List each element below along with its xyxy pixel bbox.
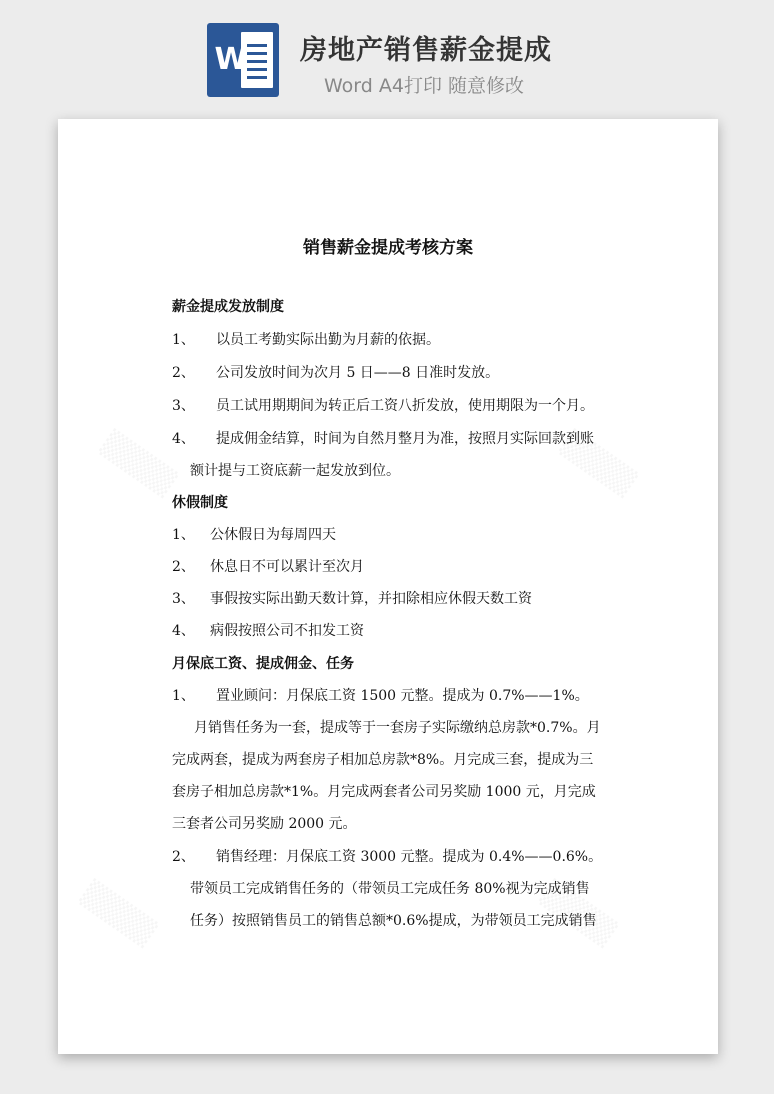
item-number: 1、 bbox=[172, 527, 195, 543]
item-number: 3、 bbox=[172, 398, 195, 414]
paragraph-line: 带领员工完成销售任务的（带领员工完成任务 80%视为完成销售 bbox=[190, 881, 590, 897]
word-document-icon bbox=[207, 23, 279, 97]
item-text: 事假按实际出勤天数计算，并扣除相应休假天数工资 bbox=[210, 591, 532, 607]
paragraph-line: 三套者公司另奖励 2000 元。 bbox=[172, 816, 357, 832]
item-number: 4、 bbox=[172, 623, 195, 639]
logo-letter: W bbox=[214, 42, 248, 77]
paragraph-line: 月销售任务为一套，提成等于一套房子实际缴纳总房款*0.7%。月 bbox=[194, 720, 601, 736]
header-title: 房地产销售薪金提成 bbox=[300, 35, 552, 66]
item-number: 1、 bbox=[172, 332, 195, 348]
section-heading: 薪金提成发放制度 bbox=[172, 299, 284, 315]
item-text: 公休假日为每周四天 bbox=[210, 527, 336, 543]
section-heading: 月保底工资、提成佣金、任务 bbox=[172, 656, 354, 672]
header-subtitle: Word A4打印 随意修改 bbox=[324, 75, 525, 97]
item-number: 4、 bbox=[172, 431, 195, 447]
item-text: 病假按照公司不扣发工资 bbox=[210, 623, 364, 639]
item-text: 提成佣金结算，时间为自然月整月为准，按照月实际回款到账 bbox=[216, 431, 594, 447]
item-text: 休息日不可以累计至次月 bbox=[210, 559, 364, 575]
item-text: 以员工考勤实际出勤为月薪的依据。 bbox=[216, 332, 440, 348]
item-number: 1、 bbox=[172, 688, 195, 704]
item-number: 2、 bbox=[172, 559, 195, 575]
paragraph-line: 完成两套，提成为两套房子相加总房款*8%。月完成三套，提成为三 bbox=[172, 752, 594, 768]
document-title: 销售薪金提成考核方案 bbox=[303, 238, 473, 258]
item-text-continued: 额计提与工资底薪一起发放到位。 bbox=[190, 463, 400, 479]
section-heading: 休假制度 bbox=[172, 495, 228, 511]
header bbox=[0, 0, 774, 118]
document-page bbox=[58, 119, 718, 1054]
item-text: 销售经理：月保底工资 3000 元整。提成为 0.4%——0.6%。 bbox=[216, 849, 603, 865]
paragraph-line: 套房子相加总房款*1%。月完成两套者公司另奖励 1000 元，月完成 bbox=[172, 784, 596, 800]
paragraph-line: 任务）按照销售员工的销售总额*0.6%提成，为带领员工完成销售 bbox=[190, 913, 597, 929]
item-text: 公司发放时间为次月 5 日——8 日准时发放。 bbox=[216, 365, 500, 381]
watermark-graphic bbox=[97, 429, 180, 499]
item-number: 3、 bbox=[172, 591, 195, 607]
watermark-graphic bbox=[77, 879, 160, 949]
item-number: 2、 bbox=[172, 365, 195, 381]
item-text: 置业顾问：月保底工资 1500 元整。提成为 0.7%——1%。 bbox=[216, 688, 589, 704]
item-number: 2、 bbox=[172, 849, 195, 865]
item-text: 员工试用期期间为转正后工资八折发放，使用期限为一个月。 bbox=[216, 398, 594, 414]
